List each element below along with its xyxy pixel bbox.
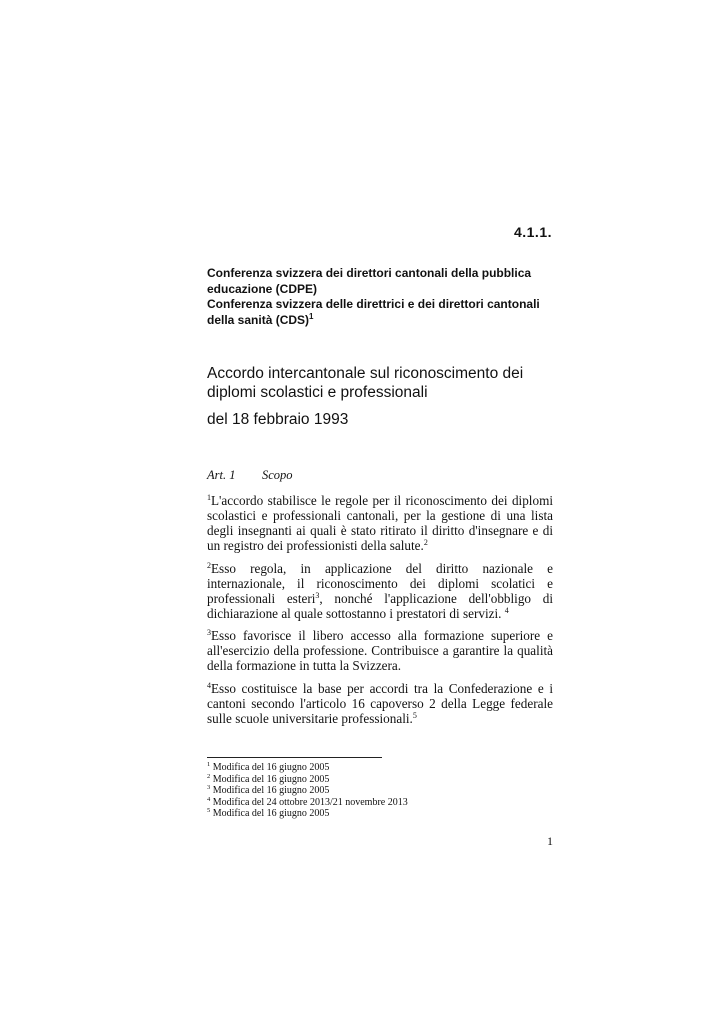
- page-number: 1: [547, 834, 553, 848]
- footnote-ref: 5: [412, 711, 417, 720]
- footnote: [207, 762, 408, 774]
- paragraph-number: 2: [207, 561, 211, 570]
- article-number: Art. 1: [207, 468, 236, 482]
- document-title: [207, 364, 567, 402]
- article-heading: [207, 468, 293, 483]
- paragraph-2: [207, 561, 553, 621]
- footnote-text: Modifica del 16 giugno 2005: [212, 785, 330, 797]
- footnote: [207, 808, 408, 820]
- issuing-authorities: [207, 266, 562, 328]
- article-title: Scopo: [262, 468, 293, 482]
- footnote: [207, 774, 408, 786]
- footnote-ref: 2: [423, 538, 428, 547]
- authority-line: educazione (CDPE): [207, 281, 318, 296]
- paragraph-text: L'accordo stabilisce le regole per il riconoscimento dei diplomi scolastici e professionali cantonali, per la gestione di una lista degli insegnanti ai quali è stato ritirato il diritto d'insegnare e di un registro dei professionisti della salute.: [207, 493, 553, 553]
- authority-line: Conferenza svizzera delle direttrici e dei direttori cantonali: [207, 297, 540, 311]
- paragraph-1: [207, 493, 553, 553]
- footnote-ref: 4: [504, 606, 509, 615]
- footnote-number: 3: [207, 784, 211, 792]
- footnote-number: 5: [207, 807, 211, 815]
- footnote-number: 2: [207, 772, 211, 780]
- document-date: del 18 febbraio 1993: [207, 411, 349, 428]
- paragraph-number: 3: [207, 628, 211, 637]
- footnote-ref: 1: [309, 311, 314, 321]
- footnote-separator: [207, 757, 382, 758]
- paragraph-number: 1: [207, 493, 211, 502]
- paragraph-text: Esso costituisce la base per accordi tra la Confederazione e i cantoni secondo l'articolo 16 capoverso 2 della Legge federale sulle scuole universitarie professionali.: [207, 681, 553, 726]
- footnote: [207, 785, 408, 797]
- paragraph-number: 4: [207, 681, 211, 690]
- footnote-number: 1: [207, 761, 211, 768]
- paragraph-text: , nonché l'applicazione dell'obbligo di dichiarazione al quale sottostanno i prestatori di servizi.: [207, 591, 553, 621]
- authority-line: Conferenza svizzera dei direttori cantonali della pubblica: [207, 266, 532, 280]
- footnote-text: Modifica del 16 giugno 2005: [212, 762, 330, 773]
- footnotes: [207, 762, 408, 820]
- paragraph-3: [207, 628, 553, 673]
- footnote-text: Modifica del 16 giugno 2005: [212, 773, 330, 785]
- footnote-ref: 3: [315, 591, 320, 600]
- footnote-number: 4: [207, 795, 211, 803]
- authority-text: della sanità (CDS): [207, 312, 310, 327]
- footnote: [207, 797, 408, 809]
- paragraph-text: Esso regola, in applicazione del diritto nazionale e internazionale, il riconoscimento dei diplomi scolatici e professionali esteri: [207, 561, 553, 606]
- paragraph-4: [207, 681, 553, 726]
- title-line: diplomi scolastici e professionali: [207, 384, 428, 401]
- footnote-text: Modifica del 24 ottobre 2013/21 novembre 2013: [212, 796, 408, 808]
- authority-line: [207, 313, 562, 329]
- footnote-text: Modifica del 16 giugno 2005: [212, 808, 330, 820]
- document-number: 4.1.1.: [513, 224, 552, 240]
- title-line: Accordo intercantonale sul riconoscimento dei: [207, 365, 524, 382]
- paragraph-text: Esso favorisce il libero accesso alla formazione superiore e all'esercizio della professione. Contribuisce a garantire la qualità della formazione in tutta la Svizzera.: [207, 628, 553, 673]
